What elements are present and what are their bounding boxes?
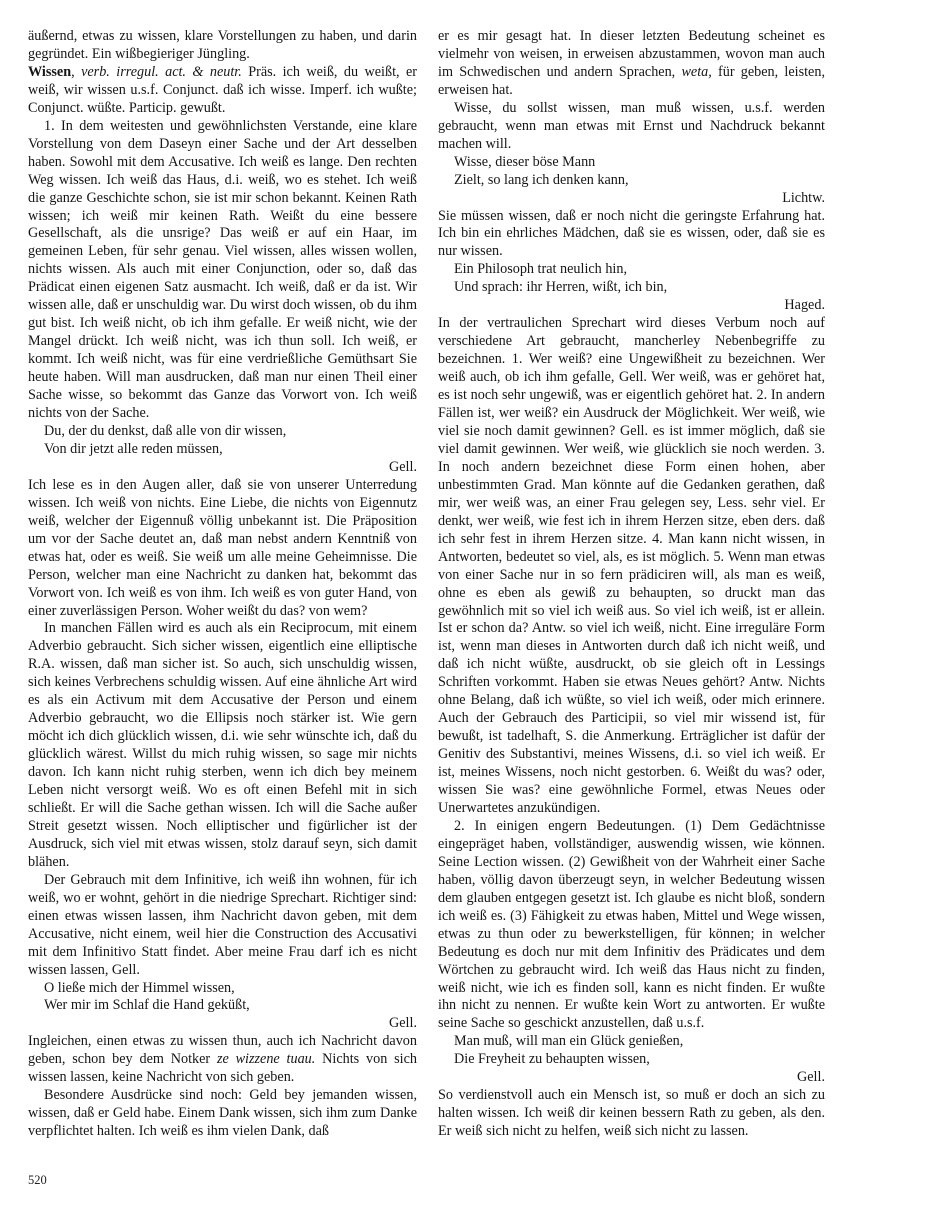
verse-line: Von dir jetzt alle reden müssen, xyxy=(44,440,223,457)
verse-line: Die Freyheit zu behaupten wissen, xyxy=(454,1051,650,1068)
verse-line: Man muß, will man ein Glück genießen, xyxy=(454,1033,684,1050)
verse-source: Gell. xyxy=(389,1015,417,1032)
verse-line: Du, der du denkst, daß alle von dir wissen, xyxy=(44,422,287,439)
paragraph: Der Gebrauch mit dem Infinitive, ich weiß ihn wohnen, für ich weiß, wo er wohnt, gehört in die niedrige Sprechart. Richtiger sind: einen etwas wissen lassen, ihm Nachricht davon geben, mit dem Accusative, nicht einem, weil hier die Construction des Accusativi mit dem Infinitivo Statt findet. Aber meine Frau darf ich es nicht wissen lassen, Gell. xyxy=(28,871,417,978)
paragraph-text: Nichts von sich wissen lassen, keine Nachricht von sich geben. xyxy=(28,1051,417,1086)
paragraph: äußernd, etwas zu wissen, klare Vorstellungen zu haben, und darin gegründet. Ein wißbegieriger Jüngling. xyxy=(28,28,417,62)
grammar-note: verb. irregul. act. & neutr. xyxy=(81,63,242,80)
paragraph xyxy=(438,28,825,100)
verse-source: Gell. xyxy=(797,1069,825,1086)
left-column xyxy=(28,28,417,1141)
verse-line: Wer mir im Schlaf die Hand geküßt, xyxy=(44,997,250,1014)
verse-line: Wisse, dieser böse Mann xyxy=(454,153,596,170)
paragraph: Sie müssen wissen, daß er noch nicht die geringste Erfahrung hat. Ich bin ein ehrliches Mädchen, daß sie es wissen, oder, daß sie es nur wissen. xyxy=(438,207,825,260)
verse-source: Haged. xyxy=(784,297,825,314)
paragraph: 1. In dem weitesten und gewöhnlichsten Verstande, eine klare Vorstellung von dem Daseyn einer Sache und der Art desselben haben. Sowohl mit dem Accusative. Ich weiß es lange. Den rechten Weg wissen. Ich weiß das Haus, d.i. weiß, wo es stehet. Ich weiß die ganze Geschichte schon, sie ist mir schon bekannt. Keinen Rath wissen; ich weiß mir keinen Rath. Weißt du eine bessere Gesellschaft, als die unsrige? Das weiß er auf ein Haar, im gemeinen Leben, für sehr genau. Viel wissen, alles wissen wollen, nichts wissen. Als auch mit einer Conjunction, oder so, daß das Prädicat einen eigenen Satz ausmacht. Ich weiß, daß er da ist. Wir wissen alle, daß er unschuldig war. Du wirst doch wissen, ob du ihm gut bist. Ich weiß nicht, ob ich ihm gefalle. Er weiß nicht, wie der Mangel drückt. Ich weiß nicht, was ich thun soll. Ich weiß, er kommt. Ich weiß nicht, was für eine verdrießliche Gemüthsart Sie heute haben. Will man ausdrucken, daß man nur einen Theil einer Sache wisse, so bekommt das Ganze das Vorwort von. Ich weiß nichts von der Sache. xyxy=(28,117,417,422)
paragraph: Besondere Ausdrücke sind noch: Geld bey jemanden wissen, wissen, daß er Geld habe. Einem Dank wissen, sich ihm zum Danke verpflichtet halten. Ich weiß es ihm vielen Dank, daß xyxy=(28,1087,417,1140)
right-column xyxy=(438,28,825,1141)
paragraph: So verdienstvoll auch ein Mensch ist, so muß er doch an sich zu halten wissen. Ich weiß dir keinen bessern Rath zu geben, als den. Er weiß sich nicht zu helfen, weiß sich nicht zu lassen. xyxy=(438,1087,825,1140)
verse-line: Ein Philosoph trat neulich hin, xyxy=(454,261,627,278)
paragraph: In der vertraulichen Sprechart wird dieses Verbum noch auf verschiedene Art gebraucht, mancherley Nebenbegriffe zu bezeichnen. 1. Wer weiß? eine Ungewißheit zu bezeichnen. Wer weiß auch, ob ich ihm gefalle, Gell. Wer weiß, was er gehöret hat, es ist noch sehr ungewiß, was er eigentlich gehöret hat. 2. In andern Fällen ist, wer weiß? ein Ausdruck der Möglichkeit. Wer weiß, wie viel sie noch damit gewinnen? Gell. es ist immer möglich, daß sie viel damit gewinnen. Wer weiß, wie glücklich sie noch werden. 3. In noch andern bezeichnet diese Form einen hohen, aber unbestimmten Grad. Man könnte auf die Gedanken gerathen, daß mir, wer weiß was, an einer Frau gelegen sey, Less. sehr viel. Er denkt, wer weiß, wie fest ich in ihrem Herzen sitze, eben ders. daß ich sehr fest in ihrem Herzen sitze. 4. Man kann nicht wissen, in Antworten, bedeutet so viel, als, es ist möglich. 5. Wenn man etwas von einer Sache nur in so fern prädiciren will, als man es weiß, ohne es eben als gewiß zu behaupten, so druckt man das gewöhnlich mit so viel ich weiß aus. So viel ich weiß, ist er allein. Ist er schon da? Antw. so viel ich weiß, nicht. Eine irreguläre Form ist, wenn man dieses in Antworten durch daß ich nicht weiß, und daß ich nicht wüßte, ausdruckt, ob sie gleich oft in Lessings Schriften vorkommt. Haben sie etwas Neues gehört? Antw. Nichts ohne Belang, daß ich wüßte, so viel ich weiß, oder mich erinnere. Auch der Gebrauch des Participii, so viel mir wissend ist, für bewußt, ist tadelhaft, S. die Anmerkung. Erträglicher ist dafür der Genitiv des Substantivi, meines Wissens, d.i. so viel ich weiß. Er ist, meines Wissens, noch nicht gestorben. 6. Weißt du was? oder, wissen Sie was? eine gewöhnliche Formel, etwas Neues oder Unerwartetes anzukündigen. xyxy=(438,315,825,816)
verse-line: Zielt, so lang ich denken kann, xyxy=(454,171,629,188)
paragraph: Ich lese es in den Augen aller, daß sie von unserer Unterredung wissen. Ich weiß von nichts. Eine Liebe, die nichts von Eigennutz weiß, welcher der Eigennuß völlig unbekannt ist. Die Präposition um vor der Sache deutet an, daß man nebst andern Kenntniß von etwas hat, oder es weiß. Sie weiß um alle meine Geheimnisse. Die Person, welcher man eine Nachricht zu danken hat, bekommt das Vorwort von. Ich weiß es von ihm. Ich weiß es von guter Hand, von einer zuverlässigen Person. Woher weißt du das? von wem? xyxy=(28,476,417,619)
verse-source: Gell. xyxy=(389,458,417,475)
paragraph xyxy=(28,1033,417,1087)
page-number: 520 xyxy=(28,1173,47,1187)
entry-forms: Präs. ich weiß, du weißt, er weiß, wir wissen u.s.f. Conjunct. daß ich wisse. Imperf. ich wußte; Conjunct. wüßte. Particip. gewußt. xyxy=(28,63,418,116)
verse-source: Lichtw. xyxy=(782,189,825,206)
verse-line: Und sprach: ihr Herren, wißt, ich bin, xyxy=(454,279,668,296)
paragraph: In manchen Fällen wird es auch als ein Reciprocum, mit einem Adverbio gebraucht. Sich sicher wissen, eigentlich eine elliptische R.A. wissen, daß man sicher ist. So auch, sich unschuldig wissen, sich keines Verbrechens schuldig wissen. Auf eine ähnliche Art wird es als ein Activum mit dem Accusative der Person und einem Adverbio gebraucht, wo die Ellipsis noch stärker ist. Wie gern möcht ich dich glücklich wissen, d.i. wie sehr wünschte ich, daß du glücklich wärest. Willst du mich ruhig wissen, so sage mir nichts davon. Ich kann nicht ruhig sterben, wenn ich dich bey meinem Leben nicht versorgt weiß. Wo es oft einen Befehl mit in sich schließt. Er will die Sache gethan wissen. Ich will die Sache außer Streit gesetzt wissen. Noch elliptischer und figürlicher ist der Ausdruck, sich viel mit etwas wissen, stolz darauf seyn, sich damit blähen. xyxy=(28,620,417,870)
entry-head: Wissen, verb. irregul. act. & neutr. Präs. ich weiß, du weißt, er weiß, wir wissen u.s.f. Conjunct. daß ich wisse. Imperf. ich wußte; Conjunct. wüßte. Particip. gewußt. xyxy=(28,63,418,116)
paragraph: Wisse, du sollst wissen, man muß wissen, u.s.f. werden gebraucht, wenn man etwas mit Ernst und Nachdruck bekannt machen will. xyxy=(438,99,825,152)
paragraph-text: für geben, leisten, erweisen hat. xyxy=(438,63,825,98)
paragraph: 2. In einigen engern Bedeutungen. (1) Dem Gedächtnisse eingepräget haben, vollständiger, auswendig wissen, wie können. Seine Lection wissen. (2) Gewißheit von der Wahrheit einer Sache haben, völlig davon überzeugt seyn, in welcher Bedeutung wissen dem glauben entgegen gesetzt ist. Ich glaube es nicht bloß, sondern ich weiß es. (3) Fähigkeit zu etwas haben, Mittel und Wege wissen, etwas zu thun oder zu bewerkstelligen, für können; in welcher Bedeutung es doch nur mit dem Infinitiv des Prädicates und dem Wörtchen zu gebraucht wird. Ich weiß das Haus nicht zu finden, weiß nicht, wie ich es finden soll, kann es nicht finden. Er wußte ihn nicht zu nennen. Er wußte kein Wort zu antworten. Er wußte seine Sache so geschickt anzustellen, daß u.s.f. xyxy=(438,817,825,1032)
old-german-quote: ze wizzene tuau. xyxy=(216,1051,316,1068)
headword: Wissen xyxy=(28,63,72,80)
verse-line: O ließe mich der Himmel wissen, xyxy=(44,979,235,996)
paragraph-text: Ingleichen, einen etwas zu wissen thun, auch ich Nachricht davon geben, schon bey dem Notker xyxy=(28,1033,417,1068)
swedish-word: weta, xyxy=(681,63,712,80)
paragraph-text: er es mir gesagt hat. In dieser letzten Bedeutung scheinet es vielmehr von weisen, in erweisen abzustammen, wovon man auch im Schwedischen und andern Sprachen, xyxy=(438,28,825,80)
